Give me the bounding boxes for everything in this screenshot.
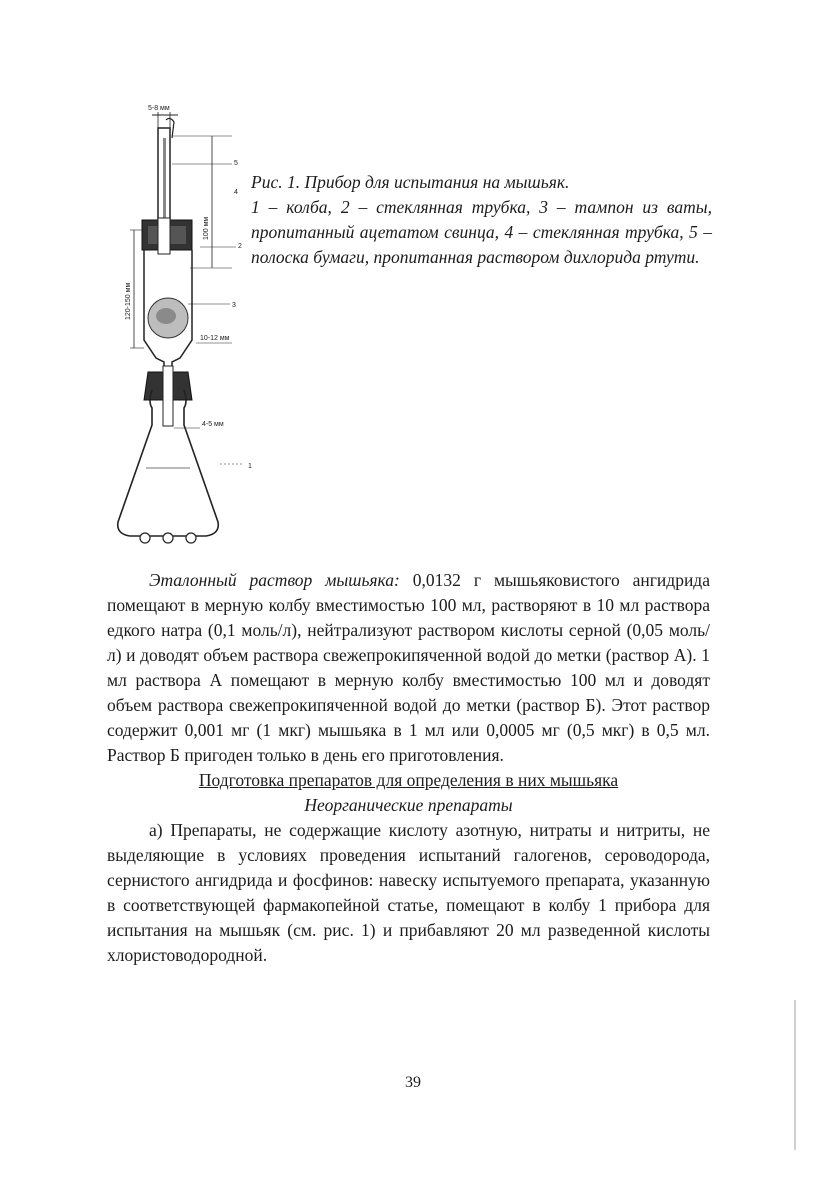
apparatus-drawing bbox=[100, 90, 260, 550]
dim-body-length: 120-150 мм bbox=[125, 282, 132, 320]
dim-neck-width: 4-5 мм bbox=[202, 421, 224, 428]
figure-caption bbox=[251, 170, 712, 270]
label-1: 1 bbox=[248, 463, 252, 470]
label-4: 4 bbox=[234, 189, 238, 196]
main-text bbox=[107, 568, 710, 968]
page-number: 39 bbox=[405, 1074, 421, 1091]
caption-legend: 1 – колба, 2 – стеклянная трубка, 3 – тампон из ваты, пропитанный ацетатом свинца, 4 – стеклянная трубка, 5 – полоска бумаги, пропитанная раствором дихлорида ртути. bbox=[251, 197, 712, 267]
paragraph-inorganic: а) Препараты, не содержащие кислоту азотную, нитраты и нитриты, не выделяющие в условиях проведения испытаний галогенов, сероводорода, сернистого ангидрида и фосфинов: навеску испытуемого препарата, указанную в соответствующей фармакопейной статье, помещают в колбу 1 прибора для испытания на мышьяк (см. рис. 1) и прибавляют 20 мл разведенной кислоты хлористоводородной. bbox=[107, 820, 710, 965]
label-5: 5 bbox=[234, 160, 238, 167]
caption-title: Рис. 1. Прибор для испытания на мышьяк. bbox=[251, 172, 570, 192]
dim-top-width: 5-8 мм bbox=[148, 105, 170, 112]
dim-tube-length: 100 мм bbox=[203, 216, 210, 240]
paragraph-reference-solution bbox=[107, 568, 710, 768]
dim-narrow-width: 10-12 мм bbox=[200, 335, 230, 342]
paragraph-lead: Эталонный раствор мышьяка: bbox=[149, 570, 400, 590]
section-heading: Подготовка препаратов для определения в них мышьяка bbox=[198, 770, 619, 790]
label-3: 3 bbox=[232, 302, 236, 309]
arsenic-apparatus-figure bbox=[100, 90, 260, 550]
label-2: 2 bbox=[238, 243, 242, 250]
paragraph-body: 0,0132 г мышьяковистого ангидрида помещают в мерную колбу вместимостью 100 мл, растворяют в 10 мл раствора едкого натра (0,1 моль/л), нейтрализуют раствором кислоты серной (0,05 моль/л) и доводят объем раствора свежепрокипяченной водой до метки (раствор А). 1 мл раствора А помещают в мерную колбу вместимостью 100 мл и доводят объем раствора свежепрокипяченной водой до метки (раствор Б). Этот раствор содержит 0,001 мг (1 мкг) мышьяка в 1 мл или 0,0005 мг (0,5 мкг) в 0,5 мл. Раствор Б пригоден только в день его приготовления. bbox=[107, 570, 710, 765]
subsection-heading: Неорганические препараты bbox=[304, 795, 513, 815]
